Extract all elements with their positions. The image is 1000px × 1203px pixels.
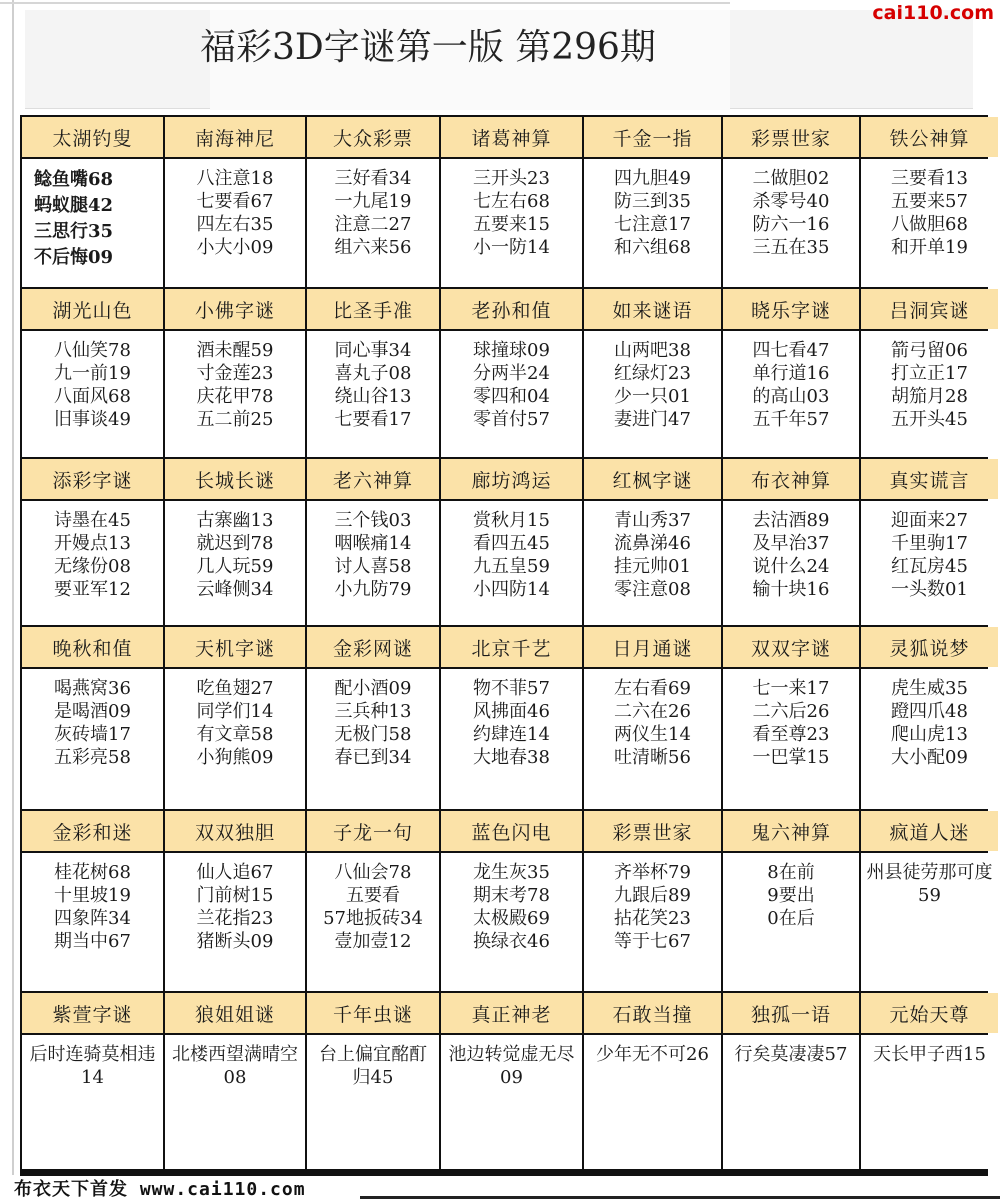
riddle-cell [307, 853, 439, 991]
riddle-line: 挂元帅01 [614, 556, 691, 577]
riddle-line: 箭弓留06 [891, 340, 968, 361]
riddle-line: 物不菲57 [473, 678, 550, 699]
riddle-line: 等于七67 [614, 931, 691, 952]
riddle-line: 小四防14 [473, 579, 550, 600]
riddle-table [20, 115, 993, 1180]
riddle-line: 仙人追67 [196, 862, 274, 883]
riddle-line: 少一只01 [614, 386, 691, 407]
riddle-line: 拈花笑23 [614, 908, 691, 929]
riddle-line: 青山秀37 [614, 510, 691, 531]
riddle-line: 三要看13 [891, 168, 968, 189]
riddle-line: 九一前19 [54, 363, 131, 384]
riddle-cell [307, 331, 439, 457]
riddle-cell [584, 1035, 721, 1169]
column-header: 铁公神算 [861, 117, 998, 157]
page-title: 福彩3D字谜第一版 第296期 [200, 27, 656, 68]
riddle-line: 猪断头09 [196, 931, 274, 952]
riddle-line: 五千年57 [752, 409, 830, 430]
riddle-cell [441, 159, 582, 287]
riddle-cell [723, 501, 859, 625]
riddle-line: 州县徒劳那可度59 [866, 862, 993, 906]
column-header: 长城长谜 [165, 459, 305, 499]
riddle-line: 四七看47 [752, 340, 830, 361]
riddle-line: 输十块16 [752, 579, 830, 600]
footer-rule [360, 1196, 1000, 1199]
riddle-line: 池边转觉虚无尽09 [448, 1044, 575, 1088]
column-header: 比圣手准 [307, 289, 439, 329]
riddle-line: 蹬四爪48 [891, 701, 968, 722]
riddle-line: 两仪生14 [614, 724, 691, 745]
riddle-cell [584, 331, 721, 457]
riddle-line: 打立正17 [891, 363, 968, 384]
column-header: 独孤一语 [723, 993, 859, 1033]
riddle-cell [22, 669, 163, 809]
riddle-line: 小九防79 [334, 579, 412, 600]
riddle-line: 零注意08 [614, 579, 691, 600]
riddle-line: 行矣莫凄凄57 [734, 1044, 848, 1065]
riddle-line: 一九尾19 [334, 191, 412, 212]
column-header: 狼姐姐谜 [165, 993, 305, 1033]
riddle-line: 不后悔09 [34, 247, 114, 268]
riddle-line: 门前树15 [196, 885, 274, 906]
riddle-line: 红瓦房45 [891, 556, 968, 577]
column-header: 红枫字谜 [584, 459, 721, 499]
riddle-line: 古寨幽13 [196, 510, 274, 531]
riddle-cell [165, 853, 305, 991]
column-header: 晚秋和值 [22, 627, 163, 667]
riddle-line: 千里驹17 [891, 533, 968, 554]
riddle-cell [165, 669, 305, 809]
footer-bar [0, 1176, 1000, 1203]
column-header: 元始天尊 [861, 993, 998, 1033]
riddle-line: 说什么24 [752, 556, 830, 577]
riddle-line: 四左右35 [196, 214, 274, 235]
riddle-cell [861, 159, 998, 287]
riddle-line: 诗墨在45 [54, 510, 131, 531]
column-header: 如来谜语 [584, 289, 721, 329]
riddle-line: 五要来57 [891, 191, 968, 212]
riddle-line: 胡笳月28 [891, 386, 968, 407]
riddle-line: 防六一16 [752, 214, 830, 235]
riddle-line: 八注意18 [196, 168, 274, 189]
riddle-line: 北楼西望满晴空08 [172, 1044, 298, 1088]
column-header: 北京千艺 [441, 627, 582, 667]
column-header: 南海神尼 [165, 117, 305, 157]
riddle-line: 有文章58 [196, 724, 274, 745]
column-header: 金彩网谜 [307, 627, 439, 667]
riddle-cell [723, 669, 859, 809]
riddle-line: 吐清晰56 [614, 747, 691, 768]
riddle-cell [584, 159, 721, 287]
riddle-line: 二六在26 [614, 701, 691, 722]
riddle-line: 看至尊23 [752, 724, 830, 745]
riddle-line: 开嫚点13 [54, 533, 131, 554]
riddle-line: 迎面来27 [891, 510, 968, 531]
column-header: 彩票世家 [723, 117, 859, 157]
riddle-cell [441, 853, 582, 991]
riddle-line: 咽喉痛14 [334, 533, 412, 554]
riddle-line: 三五在35 [752, 237, 830, 258]
riddle-cell [861, 853, 998, 991]
riddle-line: 流鼻涕46 [614, 533, 691, 554]
riddle-line: 酒未醒59 [196, 340, 274, 361]
column-header: 湖光山色 [22, 289, 163, 329]
riddle-line: 无极门58 [334, 724, 412, 745]
riddle-line: 五二前25 [196, 409, 274, 430]
riddle-cell [584, 501, 721, 625]
riddle-line: 是喝酒09 [54, 701, 131, 722]
riddle-line: 零四和04 [473, 386, 550, 407]
riddle-line: 讨人喜58 [334, 556, 412, 577]
riddle-cell [22, 331, 163, 457]
riddle-cell [307, 501, 439, 625]
riddle-line: 零首付57 [473, 409, 550, 430]
top-border-rule [0, 2, 730, 4]
riddle-line: 蚂蚁腿42 [34, 195, 114, 216]
riddle-line: 灰砖墙17 [54, 724, 131, 745]
riddle-line: 左右看69 [614, 678, 691, 699]
riddle-cell [723, 1035, 859, 1169]
riddle-line: 鲶鱼嘴68 [34, 169, 114, 190]
riddle-line: 八仙会78 [334, 862, 412, 883]
riddle-line: 期当中67 [54, 931, 131, 952]
riddle-line: 三开头23 [473, 168, 550, 189]
riddle-line: 和六组68 [614, 237, 691, 258]
riddle-line: 三好看34 [334, 168, 412, 189]
riddle-line: 换绿衣46 [473, 931, 550, 952]
riddle-line: 9要出 [767, 885, 815, 906]
riddle-line: 分两半24 [473, 363, 550, 384]
column-header: 廊坊鸿运 [441, 459, 582, 499]
footer-credit: 布衣天下首发 www.cai110.com [14, 1179, 306, 1200]
riddle-line: 去沽酒89 [752, 510, 830, 531]
column-header: 疯道人迷 [861, 811, 998, 851]
riddle-line: 看四五45 [473, 533, 550, 554]
riddle-line: 三个钱03 [334, 510, 412, 531]
riddle-line: 四象阵34 [54, 908, 131, 929]
column-header: 双双字谜 [723, 627, 859, 667]
column-header: 吕洞宾谜 [861, 289, 998, 329]
riddle-cell [22, 159, 163, 287]
riddle-line: 五要看 [346, 885, 400, 906]
riddle-line: 喝燕窝36 [54, 678, 131, 699]
column-header: 大众彩票 [307, 117, 439, 157]
riddle-line: 桂花树68 [54, 862, 131, 883]
riddle-cell [165, 159, 305, 287]
riddle-cell [165, 501, 305, 625]
riddle-line: 一巴掌15 [752, 747, 830, 768]
column-header: 天机字谜 [165, 627, 305, 667]
riddle-line: 天长甲子西15 [873, 1044, 986, 1065]
riddle-line: 小狗熊09 [196, 747, 274, 768]
riddle-line: 喜丸子08 [334, 363, 412, 384]
riddle-line: 台上偏宜酩酊归45 [319, 1044, 427, 1088]
column-header: 诸葛神算 [441, 117, 582, 157]
riddle-line: 齐举杯79 [614, 862, 691, 883]
riddle-line: 吃鱼翅27 [196, 678, 274, 699]
column-header: 紫萱字谜 [22, 993, 163, 1033]
riddle-line: 爬山虎13 [891, 724, 968, 745]
riddle-line: 庆花甲78 [196, 386, 274, 407]
riddle-line: 期末考78 [473, 885, 550, 906]
riddle-line: 小大小09 [196, 237, 274, 258]
riddle-line: 小一防14 [473, 237, 550, 258]
riddle-cell [307, 669, 439, 809]
column-header: 鬼六神算 [723, 811, 859, 851]
riddle-line: 五开头45 [891, 409, 968, 430]
riddle-cell [861, 669, 998, 809]
riddle-line: 绕山谷13 [334, 386, 412, 407]
riddle-line: 同心事34 [334, 340, 412, 361]
riddle-line: 二做胆02 [752, 168, 830, 189]
riddle-cell [307, 159, 439, 287]
riddle-cell [441, 1035, 582, 1169]
column-header: 蓝色闪电 [441, 811, 582, 851]
column-header: 太湖钓叟 [22, 117, 163, 157]
column-header: 真正神老 [441, 993, 582, 1033]
riddle-line: 春已到34 [334, 747, 412, 768]
riddle-line: 赏秋月15 [473, 510, 550, 531]
column-header: 石敢当撞 [584, 993, 721, 1033]
riddle-line: 八做胆68 [891, 214, 968, 235]
riddle-cell [22, 853, 163, 991]
riddle-line: 配小酒09 [334, 678, 412, 699]
riddle-line: 要亚军12 [54, 579, 131, 600]
riddle-cell [22, 501, 163, 625]
riddle-line: 的高山03 [752, 386, 830, 407]
riddle-cell [861, 1035, 998, 1169]
riddle-line: 一头数01 [891, 579, 968, 600]
riddle-line: 壹加壹12 [334, 931, 412, 952]
riddle-line: 组六来56 [334, 237, 412, 258]
riddle-cell [22, 1035, 163, 1169]
column-header: 老孙和值 [441, 289, 582, 329]
riddle-line: 三思行35 [34, 221, 114, 242]
riddle-line: 九跟后89 [614, 885, 691, 906]
riddle-line: 三兵种13 [334, 701, 412, 722]
riddle-line: 57地扳砖34 [323, 908, 423, 929]
riddle-line: 和开单19 [891, 237, 968, 258]
riddle-line: 寸金莲23 [196, 363, 274, 384]
riddle-line: 约肆连14 [473, 724, 550, 745]
riddle-cell [165, 331, 305, 457]
riddle-line: 太极殿69 [473, 908, 550, 929]
riddle-line: 五彩亮58 [54, 747, 131, 768]
riddle-line: 兰花指23 [196, 908, 274, 929]
riddle-line: 八面风68 [54, 386, 131, 407]
riddle-line: 四九胆49 [614, 168, 691, 189]
riddle-cell [441, 501, 582, 625]
column-header: 彩票世家 [584, 811, 721, 851]
riddle-line: 8在前 [767, 862, 815, 883]
riddle-cell [584, 853, 721, 991]
riddle-cell [441, 331, 582, 457]
riddle-line: 大小配09 [891, 747, 968, 768]
column-header: 千金一指 [584, 117, 721, 157]
riddle-line: 0在后 [767, 908, 815, 929]
riddle-line: 及早治37 [752, 533, 830, 554]
column-header: 日月通谜 [584, 627, 721, 667]
riddle-line: 十里坡19 [54, 885, 131, 906]
column-header: 老六神算 [307, 459, 439, 499]
riddle-line: 无缘份08 [54, 556, 131, 577]
riddle-line: 旧事谈49 [54, 409, 131, 430]
column-header: 灵狐说梦 [861, 627, 998, 667]
riddle-cell [861, 331, 998, 457]
riddle-line: 山两吧38 [614, 340, 691, 361]
riddle-line: 九五皇59 [473, 556, 550, 577]
riddle-line: 就迟到78 [196, 533, 274, 554]
riddle-cell [441, 669, 582, 809]
site-logo[interactable]: cai110.com [872, 2, 994, 24]
riddle-line: 几人玩59 [196, 556, 274, 577]
riddle-cell [861, 501, 998, 625]
riddle-line: 八仙笑78 [54, 340, 131, 361]
riddle-line: 龙生灰35 [473, 862, 550, 883]
riddle-line: 七一来17 [752, 678, 830, 699]
column-header: 添彩字谜 [22, 459, 163, 499]
column-header: 金彩和迷 [22, 811, 163, 851]
riddle-line: 少年无不可26 [596, 1044, 709, 1065]
riddle-cell [584, 669, 721, 809]
left-border-rule [12, 0, 14, 1175]
riddle-line: 注意二27 [334, 214, 412, 235]
riddle-cell [723, 853, 859, 991]
riddle-line: 云峰侧34 [196, 579, 274, 600]
column-header: 双双独胆 [165, 811, 305, 851]
riddle-line: 虎生威35 [891, 678, 968, 699]
riddle-line: 七要看17 [334, 409, 412, 430]
riddle-line: 杀零号40 [752, 191, 830, 212]
column-header: 小佛字谜 [165, 289, 305, 329]
riddle-line: 五要来15 [473, 214, 550, 235]
riddle-line: 同学们14 [196, 701, 274, 722]
column-header: 布衣神算 [723, 459, 859, 499]
riddle-cell [723, 331, 859, 457]
riddle-line: 大地春38 [473, 747, 550, 768]
riddle-line: 七要看67 [196, 191, 274, 212]
riddle-cell [307, 1035, 439, 1169]
riddle-line: 后时连骑莫相违14 [29, 1044, 156, 1088]
riddle-cell [723, 159, 859, 287]
column-header: 晓乐字谜 [723, 289, 859, 329]
riddle-line: 妻进门47 [614, 409, 691, 430]
riddle-line: 七注意17 [614, 214, 691, 235]
column-header: 子龙一句 [307, 811, 439, 851]
riddle-cell [165, 1035, 305, 1169]
riddle-line: 风拂面46 [473, 701, 550, 722]
column-header: 真实谎言 [861, 459, 998, 499]
riddle-line: 红绿灯23 [614, 363, 691, 384]
riddle-line: 防三到35 [614, 191, 691, 212]
riddle-line: 单行道16 [752, 363, 830, 384]
riddle-line: 二六后26 [752, 701, 830, 722]
riddle-line: 球撞球09 [473, 340, 550, 361]
column-header: 千年虫谜 [307, 993, 439, 1033]
riddle-line: 七左右68 [473, 191, 550, 212]
